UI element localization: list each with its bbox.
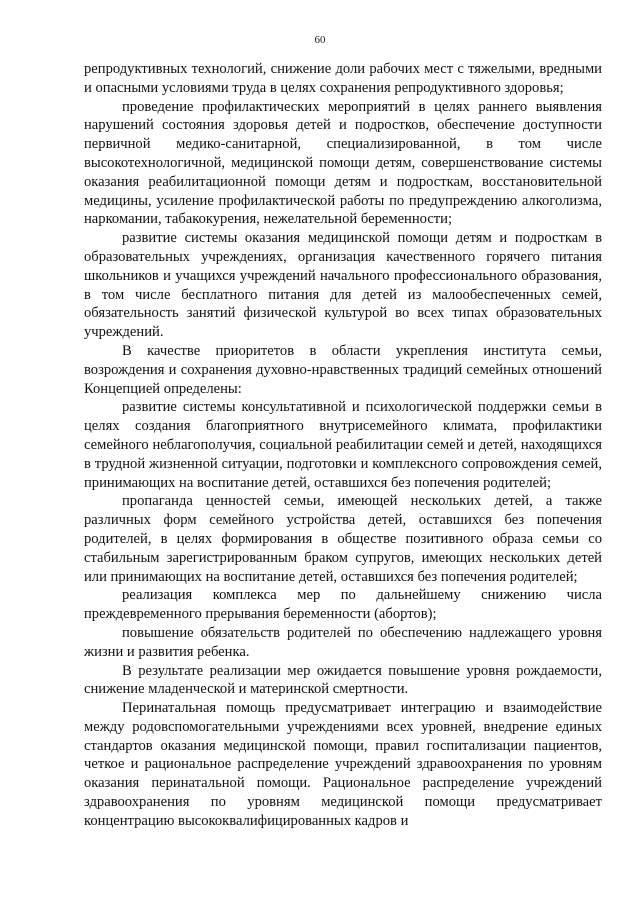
- paragraph-family-values: пропаганда ценностей семьи, имеющей нескольких детей, а также различных форм семейного устройства детей, оставшихся без попечения родителей, в целях формирования в обществе позитивного образа семьи со стабильным зарегистрированным браком супругов, имеющих нескольких детей или принимающих на воспитание детей, оставшихся без попечения родителей;: [84, 493, 602, 585]
- paragraph-continuation: репродуктивных технологий, снижение доли рабочих мест с тяжелыми, вредными и опасными условиями труда в целях сохранения репродуктивного здоровья;: [84, 61, 602, 96]
- paragraph-family-priorities: В качестве приоритетов в области укрепления института семьи, возрождения и сохранения духовно-нравственных традиций семейных отношений Концепцией определены:: [84, 342, 602, 397]
- paragraph-abortion-reduction: реализация комплекса мер по дальнейшему снижению числа преждевременного прерывания беременности (абортов);: [84, 587, 602, 623]
- paragraph-preventive-measures: проведение профилактических мероприятий в целях раннего выявления нарушений состояния здоровья детей и подростков, обеспечение доступности первичной медико-санитарной, специализированной, в том числе высокотехнологичной, медицинской помощи детям, совершенствование системы оказания реабилитационной помощи детям и подросткам, восстановительной медицины, усиление профилактической работы по предупреждению алкоголизма, наркомании, табакокурения, нежелательной беременности;: [84, 98, 602, 228]
- paragraph-parental-obligations: повышение обязательств родителей по обеспечению надлежащего уровня жизни и развития ребенка.: [84, 624, 602, 660]
- page-number: 60: [314, 34, 326, 46]
- paragraph-expected-results: В результате реализации мер ожидается повышение уровня рождаемости, снижение младенческой и материнской смертности.: [84, 662, 602, 698]
- paragraph-family-support: развитие системы консультативной и психологической поддержки семьи в целях создания благоприятного внутрисемейного климата, профилактики семейного неблагополучия, социальной реабилитации семей и детей, находящихся в трудной жизненной ситуации, подготовки и комплексного сопровождения семей, принимающих на воспитание детей, оставшихся без попечения родителей;: [84, 399, 602, 491]
- document-body: [84, 60, 602, 831]
- paragraph-school-medical-care: развитие системы оказания медицинской помощи детям и подросткам в образовательных учреждениях, организация качественного горячего питания школьников и учащихся учреждений начального профессионального образования, в том числе бесплатного питания для детей из малообеспеченных семей, обязательность занятий физической культурой во всех типах образовательных учреждений.: [84, 230, 602, 341]
- paragraph-perinatal-care: Перинатальная помощь предусматривает интеграцию и взаимодействие между родовспомогательными учреждениями всех уровней, внедрение единых стандартов оказания медицинской помощи, правил госпитализации пациентов, четкое и рациональное распределение учреждений здравоохранения по уровням оказания перинатальной помощи. Рациональное распределение учреждений здравоохранения по уровням медицинской помощи предусматривает концентрацию высококвалифицированных кадров и: [84, 700, 602, 829]
